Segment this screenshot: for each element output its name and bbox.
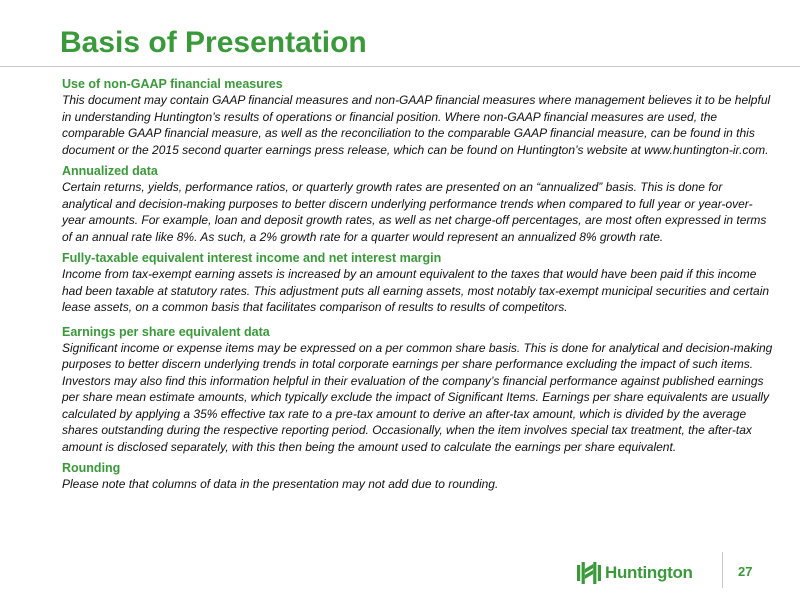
title-divider — [0, 66, 800, 67]
huntington-logo-mark-icon — [577, 562, 601, 584]
page-title: Basis of Presentation — [60, 26, 367, 59]
page-number: 27 — [738, 564, 753, 579]
logo-wordmark: Huntington — [605, 563, 693, 582]
section-heading: Rounding — [62, 461, 121, 475]
content-area — [62, 76, 774, 498]
section-non-gaap — [62, 76, 774, 158]
section-rounding — [62, 460, 774, 493]
section-body: This document may contain GAAP financial measures and non-GAAP financial measures where management believes it to be helpful in understanding Huntington’s results of operations or financial position. Where non-GAAP financial measures are used, the comparable GAAP financial measure, as well as the reconciliation to the comparable GAAP financial measure, can be found in this document or the 2015 second quarter earnings press release, which can be found on Huntington’s website at www.huntington-ir.com. — [62, 93, 771, 157]
section-heading: Use of non-GAAP financial measures — [62, 77, 283, 91]
section-eps-equivalent — [62, 324, 774, 456]
section-body: Significant income or expense items may be expressed on a per common share basis. This is done for analytical and decision-making purposes to better discern underlying trends in total corporate earnings per share performance excluding the impact of such items. Investors may also find this information helpful in their evaluation of the company’s financial performance against published earnings per share mean estimate amounts, which typically exclude the impact of Significant Items. Earnings per share equivalents are usually calculated by applying a 35% effective tax rate to a pre-tax amount to derive an after-tax amount, which is divided by the average shares outstanding during the respective reporting period. Occasionally, when the item involves special tax treatment, the after-tax amount is disclosed separately, with this then being the amount used to calculate the earnings per share equivalent. — [62, 340, 773, 454]
section-body: Certain returns, yields, performance ratios, or quarterly growth rates are presented on an “annualized” basis. This is done for analytical and decision-making purposes to better discern underlying performance trends when compared to full year or year-over-year amounts. For example, loan and deposit growth rates, as well as net charge-off percentages, are most often expressed in terms of an annual rate like 8%. As such, a 2% growth rate for a quarter would represent an annualized 8% growth rate. — [62, 180, 767, 244]
section-fully-taxable-equivalent — [62, 250, 774, 316]
section-body: Income from tax-exempt earning assets is increased by an amount equivalent to the taxes that would have been paid if this income had been taxable at statutory rates. This adjustment puts all earning assets, most notably tax-exempt municipal securities and certain lease assets, on a common basis that facilitates comparison of results to results of competitors. — [62, 267, 770, 314]
section-heading: Fully-taxable equivalent interest income and net interest margin — [62, 251, 442, 265]
section-annualized-data — [62, 163, 774, 245]
huntington-logo — [577, 562, 693, 584]
section-body: Please note that columns of data in the presentation may not add due to rounding. — [62, 477, 499, 491]
section-heading: Earnings per share equivalent data — [62, 324, 270, 339]
section-heading: Annualized data — [62, 164, 158, 178]
footer-divider — [722, 552, 723, 588]
